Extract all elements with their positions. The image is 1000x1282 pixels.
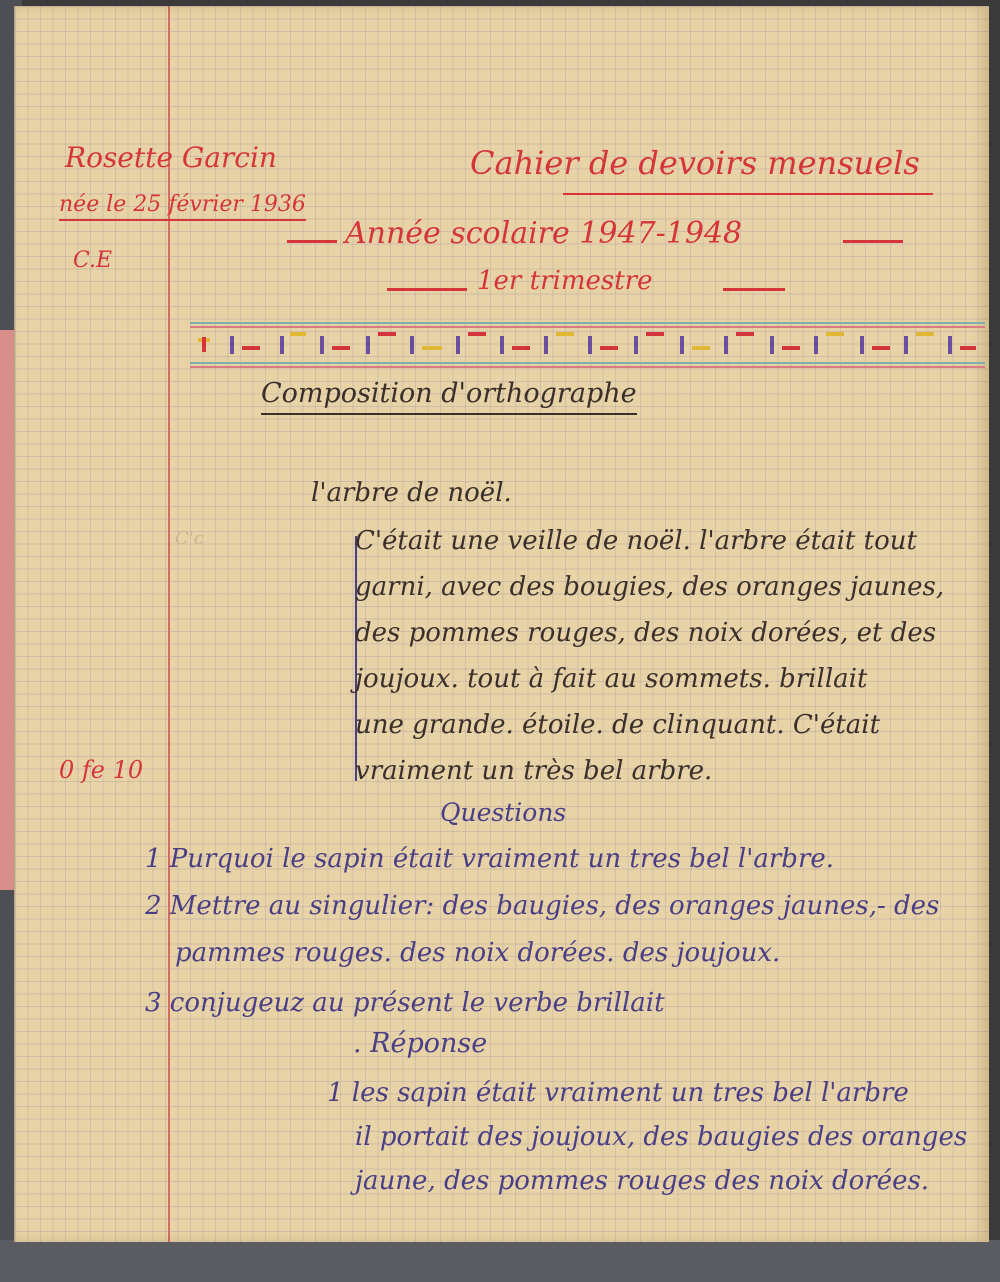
answer-line: il portait des joujoux, des baugies des oranges	[355, 1122, 968, 1152]
question-line: 3 conjugeuz au présent le verbe brillait	[145, 988, 665, 1018]
question-line: 1 Purquoi le sapin était vraiment un tres bel l'arbre.	[145, 844, 835, 874]
dictation-line: une grande. étoile. de clinquant. C'était	[355, 710, 881, 740]
reponse-heading: . Réponse	[353, 1028, 488, 1059]
decorative-frieze	[190, 322, 985, 370]
title-underline	[563, 193, 933, 195]
dictation-line: C'était une veille de noël. l'arbre était tout	[355, 526, 917, 556]
dash-right	[843, 240, 903, 243]
term-dash-right	[723, 288, 785, 291]
school-year: Année scolaire 1947-1948	[345, 216, 743, 251]
composition-title: Composition d'orthographe	[261, 378, 637, 415]
notebook-page	[14, 6, 989, 1242]
dictation-line: garni, avec des bougies, des oranges jaunes,	[355, 572, 945, 602]
answer-line: 1 les sapin était vraiment un tres bel l'arbre	[327, 1078, 909, 1108]
question-line: pammes rouges. des noix dorées. des joujoux.	[175, 938, 781, 968]
dash-left	[287, 240, 337, 243]
notebook-cover-bottom	[0, 1240, 1000, 1282]
questions-heading: Questions	[440, 798, 567, 827]
notebook-title: Cahier de devoirs mensuels	[470, 144, 920, 182]
dictation-line: joujoux. tout à fait au sommets. brillait	[355, 664, 868, 694]
question-line: 2 Mettre au singulier: des baugies, des oranges jaunes,- des	[145, 891, 940, 921]
birth-date: née le 25 février 1936	[59, 192, 306, 221]
dictation-line: des pommes rouges, des noix dorées, et des	[355, 618, 937, 648]
grade-mark: 0 fe 10	[59, 756, 144, 784]
answer-line: jaune, des pommes rouges des noix dorées.	[355, 1166, 930, 1196]
student-name: Rosette Garcin	[65, 141, 277, 174]
dictation-line: vraiment un très bel arbre.	[355, 756, 713, 786]
term-dash-left	[387, 288, 467, 291]
class-level: C.E	[73, 248, 113, 273]
term: 1er trimestre	[477, 266, 653, 296]
frieze-pattern	[190, 322, 985, 370]
faint-margin-mark: C'c	[175, 528, 204, 549]
dictation-title: l'arbre de noël.	[311, 478, 512, 508]
